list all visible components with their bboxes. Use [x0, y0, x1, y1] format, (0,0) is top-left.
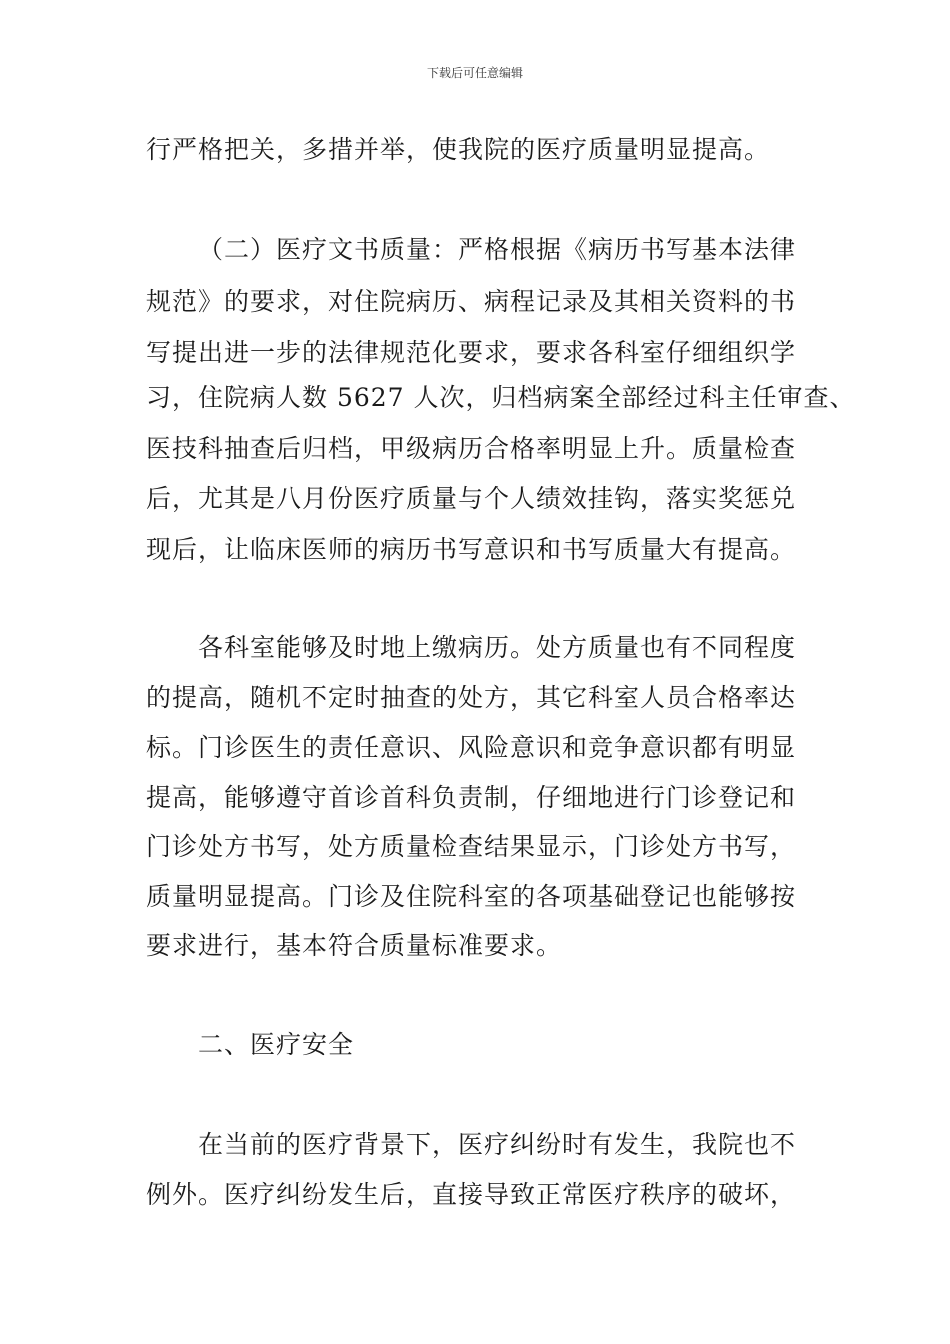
- text-line: 习，住院病人数 5627 人次，归档病案全部经过科主任审查、: [146, 383, 856, 412]
- text-line: 提高，能够遵守首诊首科负责制，仔细地进行门诊登记和: [146, 783, 797, 812]
- text-line: 例外。医疗纠纷发生后，直接导致正常医疗秩序的破坏，: [146, 1180, 797, 1209]
- text-line: 标。门诊医生的责任意识、风险意识和竞争意识都有明显: [146, 733, 797, 762]
- text-line: 医技科抽查后归档，甲级病历合格率明显上升。质量检查: [146, 434, 797, 463]
- text-line: 质量明显提高。门诊及住院科室的各项基础登记也能够按: [146, 882, 797, 911]
- text-line: 写提出进一步的法律规范化要求，要求各科室仔细组织学: [146, 338, 797, 367]
- text-line: 要求进行，基本符合质量标准要求。: [146, 931, 563, 960]
- text-line: 的提高，随机不定时抽查的处方，其它科室人员合格率达: [146, 683, 797, 712]
- text-line: 各科室能够及时地上缴病历。处方质量也有不同程度: [198, 633, 797, 662]
- section-heading: 二、医疗安全: [198, 1030, 355, 1059]
- text-line: 现后，让临床医师的病历书写意识和书写质量大有提高。: [146, 535, 797, 564]
- text-line: 规范》的要求，对住院病历、病程记录及其相关资料的书: [146, 287, 797, 316]
- text-line: 行严格把关，多措并举，使我院的医疗质量明显提高。: [146, 135, 771, 164]
- text-line: （二）医疗文书质量：严格根据《病历书写基本法律: [198, 235, 797, 264]
- text-line: 在当前的医疗背景下，医疗纠纷时有发生，我院也不: [198, 1130, 797, 1159]
- text-line: 后，尤其是八月份医疗质量与个人绩效挂钩，落实奖惩兑: [146, 484, 797, 513]
- text-line: 门诊处方书写，处方质量检查结果显示，门诊处方书写，: [146, 832, 797, 861]
- header-note: 下载后可任意编辑: [426, 66, 523, 80]
